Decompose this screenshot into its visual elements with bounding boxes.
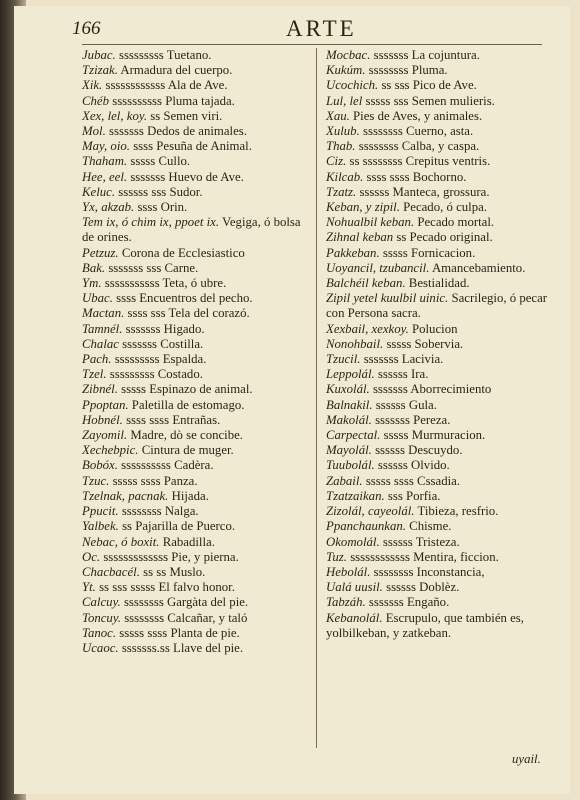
- entry-term: Xulub.: [326, 124, 360, 139]
- dictionary-entry: [326, 48, 558, 63]
- entry-term: Keban, y zipil.: [326, 200, 400, 215]
- entry-gloss: sssssssss Tuetano.: [118, 48, 212, 62]
- entry-term: Lul, lel: [326, 93, 363, 108]
- entry-term: Kilcab.: [326, 169, 364, 184]
- entry-term: Okomolál.: [326, 534, 380, 549]
- entry-gloss: ss sss sssss El falvo honor.: [99, 580, 235, 595]
- entry-term: Xexbail, xexkoy.: [326, 321, 409, 336]
- entry-term: Bak.: [82, 260, 106, 275]
- entry-term: Thaham.: [82, 154, 128, 169]
- dictionary-entry: [326, 413, 558, 428]
- entry-term: Tzatz.: [326, 184, 357, 199]
- entry-term: Oc.: [82, 549, 101, 564]
- entry-gloss: ssss Encuentros del pecho.: [116, 291, 253, 306]
- dictionary-entry: [82, 474, 314, 489]
- dictionary-entry: [82, 124, 314, 139]
- entry-term: Pach.: [82, 352, 112, 367]
- dictionary-entry: [326, 215, 558, 230]
- entry-term: Bobóx.: [82, 458, 118, 473]
- entry-gloss: ssssssss Calba, y caspa.: [358, 139, 480, 154]
- dictionary-entry: [326, 595, 558, 610]
- dictionary-entry: [82, 94, 314, 109]
- dictionary-entry: [82, 611, 314, 626]
- entry-gloss: ssssssss Nalga.: [121, 504, 199, 519]
- entry-term: Nonohbail.: [326, 336, 384, 351]
- entry-term: Tzel.: [82, 367, 107, 382]
- right-column: [326, 48, 558, 641]
- entry-term: Petzuz.: [82, 245, 119, 260]
- entry-gloss: ssssss Ira.: [377, 367, 429, 382]
- entry-gloss: Rabadilla.: [162, 534, 215, 549]
- entry-term: Kukúm.: [326, 63, 366, 78]
- entry-gloss: sssssss Huevo de Ave.: [130, 169, 244, 184]
- left-column: [82, 48, 314, 656]
- dictionary-entry: [82, 337, 314, 352]
- dictionary-entry: [82, 109, 314, 124]
- entry-gloss: ssssss Manteca, grossura.: [359, 184, 490, 199]
- dictionary-entry: [82, 78, 314, 93]
- entry-gloss: Armadura del cuerpo.: [120, 63, 233, 78]
- dictionary-entry: [82, 519, 314, 534]
- page-number: 166: [72, 18, 101, 39]
- dictionary-entry: [82, 352, 314, 367]
- entry-term: Chéb: [82, 93, 110, 108]
- dictionary-entry: [82, 443, 314, 458]
- entry-term: Tanoc.: [82, 625, 117, 640]
- dictionary-entry: [326, 246, 558, 261]
- entry-term: Yalbek.: [82, 519, 119, 534]
- entry-gloss: Madre, dò se concibe.: [130, 428, 244, 443]
- dictionary-entry: [82, 200, 314, 215]
- entry-gloss: ssssssss Inconstancia,: [373, 564, 485, 579]
- dictionary-entry: [82, 291, 314, 306]
- entry-term: Ucochich.: [326, 78, 379, 93]
- entry-term: Zipil yetel kuulbil uinic.: [326, 291, 449, 306]
- entry-gloss: ssssss Olvido.: [377, 458, 450, 473]
- entry-term: Chalac: [82, 336, 119, 351]
- entry-term: Jubac.: [82, 48, 116, 62]
- entry-term: Tuz.: [326, 549, 347, 564]
- dictionary-entry: [82, 246, 314, 261]
- entry-gloss: Cintura de muger.: [141, 443, 234, 458]
- entry-gloss: ssssssssssss Mentira, ficcion.: [350, 549, 499, 564]
- entry-gloss: sssssss Higado.: [125, 321, 205, 336]
- dictionary-entry: [326, 352, 558, 367]
- dictionary-entry: [82, 595, 314, 610]
- entry-term: Yx, akzab.: [82, 200, 135, 215]
- entry-term: Balchéil keban.: [326, 276, 406, 291]
- entry-gloss: sssssssssss Teta, ó ubre.: [104, 276, 227, 291]
- entry-gloss: sssss Murmuracion.: [383, 428, 486, 443]
- dictionary-entry: [82, 413, 314, 428]
- entry-term: Hebolál.: [326, 564, 371, 579]
- dictionary-entry: [82, 428, 314, 443]
- dictionary-entry: [326, 276, 558, 291]
- entry-gloss: sssssss.ss Llave del pie.: [121, 640, 244, 655]
- entry-gloss: ssssss sss Sudor.: [118, 184, 203, 199]
- entry-term: Ym.: [82, 276, 102, 291]
- dictionary-entry: [326, 94, 558, 109]
- dictionary-entry: [82, 48, 314, 63]
- dictionary-entry: [82, 276, 314, 291]
- entry-gloss: sssss ssss Panza.: [112, 473, 198, 488]
- entry-gloss: sssssssssssss Pie, y pierna.: [103, 549, 239, 564]
- dictionary-entry: [82, 170, 314, 185]
- entry-term: Ppoptan.: [82, 397, 129, 412]
- entry-gloss: Vegiga, ó bolsa de orines.: [82, 215, 301, 245]
- entry-gloss: Paletilla de estomago.: [131, 397, 245, 412]
- entry-term: Xau.: [326, 108, 350, 123]
- dictionary-entry: [326, 322, 558, 337]
- entry-gloss: Pecado, ó culpa.: [403, 200, 488, 215]
- entry-term: Nebac, ó boxit.: [82, 534, 160, 549]
- entry-gloss: Tibieza, resfrio.: [417, 504, 499, 519]
- entry-term: Xechebpic.: [82, 443, 139, 458]
- entry-gloss: ss Semen viri.: [150, 108, 223, 123]
- entry-term: Kebanolál.: [326, 610, 383, 625]
- entry-term: Kuxolál.: [326, 382, 370, 397]
- dictionary-entry: [326, 382, 558, 397]
- dictionary-entry: [326, 185, 558, 200]
- entry-term: Balnakil.: [326, 397, 373, 412]
- entry-term: Keluc.: [82, 184, 116, 199]
- entry-gloss: sssssss Aborrecimiento: [372, 382, 492, 397]
- entry-gloss: sssss Cullo.: [130, 154, 191, 169]
- entry-gloss: sssssss La cojuntura.: [373, 48, 480, 62]
- entry-gloss: ss Pecado original.: [396, 230, 493, 245]
- dictionary-entry: [326, 428, 558, 443]
- entry-term: Mayolál.: [326, 443, 372, 458]
- dictionary-entry: [82, 306, 314, 321]
- dictionary-entry: [82, 550, 314, 565]
- entry-term: Mocbac.: [326, 48, 371, 62]
- dictionary-entry: [326, 398, 558, 413]
- dictionary-entry: [326, 519, 558, 534]
- entry-term: Tamnél.: [82, 321, 123, 336]
- dictionary-entry: [82, 154, 314, 169]
- dictionary-entry: [82, 535, 314, 550]
- dictionary-entry: [82, 565, 314, 580]
- entry-gloss: sssss Sobervia.: [386, 336, 464, 351]
- dictionary-entry: [82, 641, 314, 656]
- dictionary-entry: [326, 124, 558, 139]
- dictionary-entry: [82, 261, 314, 276]
- entry-gloss: sssss Espinazo de animal.: [121, 382, 253, 397]
- dictionary-entry: [326, 565, 558, 580]
- dictionary-entry: [326, 78, 558, 93]
- entry-term: Toncuy.: [82, 610, 121, 625]
- dictionary-entry: [82, 63, 314, 78]
- dictionary-entry: [82, 215, 314, 245]
- dictionary-entry: [326, 580, 558, 595]
- entry-gloss: sssssssss Costado.: [109, 367, 203, 382]
- dictionary-entry: [326, 109, 558, 124]
- entry-term: Tzizak.: [82, 63, 118, 78]
- entry-gloss: Sacrilegio, ó pecar con Persona sacra.: [326, 291, 548, 321]
- dictionary-entry: [82, 398, 314, 413]
- entry-term: Ucaoc.: [82, 640, 119, 655]
- entry-gloss: sssssss Engaño.: [368, 595, 450, 610]
- entry-term: Xex, lel, koy.: [82, 108, 148, 123]
- entry-gloss: sssss Fornicacion.: [382, 245, 476, 260]
- entry-gloss: sssssss Lacivia.: [363, 352, 444, 367]
- column-divider: [316, 48, 317, 748]
- entry-gloss: ssss sss Tela del corazó.: [127, 306, 250, 321]
- entry-gloss: sssss ssss Planta de pie.: [119, 625, 240, 640]
- entry-gloss: sssssss Costilla.: [122, 336, 204, 351]
- entry-term: Zihnal keban: [326, 230, 394, 245]
- entry-term: Ualá uusil.: [326, 580, 383, 595]
- dictionary-entry: [326, 139, 558, 154]
- entry-term: Nohualbil keban.: [326, 215, 415, 230]
- dictionary-entry: [326, 458, 558, 473]
- entry-term: Ppucit.: [82, 504, 119, 519]
- entry-gloss: ssssssssssss Ala de Ave.: [105, 78, 228, 93]
- entry-gloss: ssss ssss Bochorno.: [366, 169, 467, 184]
- running-head: ARTE: [286, 16, 357, 41]
- entry-gloss: Bestialidad.: [408, 276, 470, 291]
- entry-term: Tuubolál.: [326, 458, 375, 473]
- dictionary-entry: [82, 489, 314, 504]
- entry-term: Tabzáh.: [326, 595, 366, 610]
- dictionary-entry: [82, 458, 314, 473]
- entry-term: Tem ix, ó chim ix, ppoet ix.: [82, 215, 220, 230]
- entry-term: Zayomil.: [82, 428, 128, 443]
- entry-gloss: Pecado mortal.: [417, 215, 495, 230]
- entry-gloss: ssssss Doblèz.: [386, 580, 460, 595]
- dictionary-entry: [326, 337, 558, 352]
- entry-gloss: Polucion: [411, 321, 458, 336]
- entry-gloss: Pies de Aves, y animales.: [353, 108, 483, 123]
- dictionary-entry: [326, 535, 558, 550]
- entry-gloss: ssssssss Gargàta del pie.: [123, 595, 249, 610]
- entry-gloss: sssssss Pereza.: [375, 412, 451, 427]
- entry-term: Hobnél.: [82, 412, 123, 427]
- entry-term: Carpectal.: [326, 428, 381, 443]
- entry-gloss: ssss ssss Entrañas.: [126, 412, 221, 427]
- entry-term: Calcuy.: [82, 595, 121, 610]
- entry-gloss: ssss Orin.: [137, 200, 188, 215]
- entry-term: Ppanchaunkan.: [326, 519, 406, 534]
- entry-term: Hee, eel.: [82, 169, 128, 184]
- entry-term: Ciz.: [326, 154, 347, 169]
- entry-gloss: Corona de Ecclesiastico: [121, 245, 245, 260]
- entry-gloss: Amancebamiento.: [431, 260, 526, 275]
- entry-gloss: ss Pajarilla de Puerco.: [122, 519, 236, 534]
- dictionary-entry: [82, 322, 314, 337]
- dictionary-entry: [82, 626, 314, 641]
- entry-term: Zizolál, cayeolál.: [326, 504, 415, 519]
- dictionary-entry: [82, 139, 314, 154]
- entry-gloss: ssssssssss Pluma tajada.: [112, 93, 235, 108]
- entry-gloss: ssssssss Cuerno, asta.: [362, 124, 474, 139]
- entry-term: Zibnél.: [82, 382, 118, 397]
- dictionary-entry: [82, 504, 314, 519]
- dictionary-entry: [326, 474, 558, 489]
- entry-gloss: sssss sss Semen mulieris.: [365, 93, 495, 108]
- dictionary-entry: [82, 382, 314, 397]
- entry-gloss: ssssssss Calcañar, y taló: [124, 610, 248, 625]
- entry-gloss: sssssssss Espalda.: [114, 352, 207, 367]
- entry-gloss: Chisme.: [409, 519, 452, 534]
- entry-term: Mactan.: [82, 306, 125, 321]
- dictionary-entry: [326, 63, 558, 78]
- entry-term: Mol.: [82, 124, 106, 139]
- entry-term: May, oio.: [82, 139, 130, 154]
- dictionary-entry: [326, 261, 558, 276]
- dictionary-entry: [326, 230, 558, 245]
- entry-term: Yt.: [82, 580, 96, 595]
- entry-gloss: ss ss Muslo.: [143, 564, 206, 579]
- entry-gloss: ssssss Descuydo.: [375, 443, 463, 458]
- entry-gloss: sssssss Dedos de animales.: [109, 124, 247, 139]
- entry-gloss: ssss Pesuña de Animal.: [133, 139, 252, 154]
- header-rule: [82, 44, 542, 45]
- entry-gloss: sssss ssss Cssadia.: [365, 473, 461, 488]
- dictionary-entry: [82, 367, 314, 382]
- dictionary-entry: [326, 367, 558, 382]
- entry-gloss: Escrupulo, que también es, yolbilkeban, y zatkeban.: [326, 610, 524, 640]
- entry-term: Tzuc.: [82, 473, 110, 488]
- dictionary-entry: [82, 185, 314, 200]
- entry-gloss: ssssssss Pluma.: [368, 63, 448, 78]
- dictionary-entry: [326, 291, 558, 321]
- entry-term: Tzucil.: [326, 352, 361, 367]
- dictionary-entry: [326, 611, 558, 641]
- entry-term: Pakkeban.: [326, 245, 380, 260]
- entry-gloss: Hijada.: [171, 488, 209, 503]
- dictionary-entry: [326, 443, 558, 458]
- entry-term: Ubac.: [82, 291, 113, 306]
- entry-term: Makolál.: [326, 412, 372, 427]
- entry-gloss: sssssss sss Carne.: [108, 260, 199, 275]
- dictionary-entry: [326, 550, 558, 565]
- entry-gloss: ss sss Pico de Ave.: [381, 78, 477, 93]
- entry-gloss: sss Porfia.: [387, 488, 441, 503]
- dictionary-entry: [326, 504, 558, 519]
- entry-term: Zabail.: [326, 473, 363, 488]
- dictionary-entry: [326, 154, 558, 169]
- entry-term: Chacbacél.: [82, 564, 140, 579]
- entry-term: Xik.: [82, 78, 103, 93]
- entry-term: Thab.: [326, 139, 356, 154]
- entry-gloss: ssssssssss Cadèra.: [121, 458, 214, 473]
- entry-term: Tzatzaikan.: [326, 488, 385, 503]
- entry-term: Tzelnak, pacnak.: [82, 488, 169, 503]
- dictionary-entry: [82, 580, 314, 595]
- page-header: [72, 14, 552, 44]
- entry-gloss: ssssss Tristeza.: [382, 534, 460, 549]
- catchword: uyail.: [512, 752, 541, 766]
- entry-gloss: ss ssssssss Crepitus ventris.: [349, 154, 491, 169]
- entry-term: Uoyancil, tzubancil.: [326, 260, 430, 275]
- dictionary-entry: [326, 170, 558, 185]
- entry-term: Leppolál.: [326, 367, 375, 382]
- entry-gloss: ssssss Gula.: [375, 397, 437, 412]
- dictionary-entry: [326, 489, 558, 504]
- dictionary-entry: [326, 200, 558, 215]
